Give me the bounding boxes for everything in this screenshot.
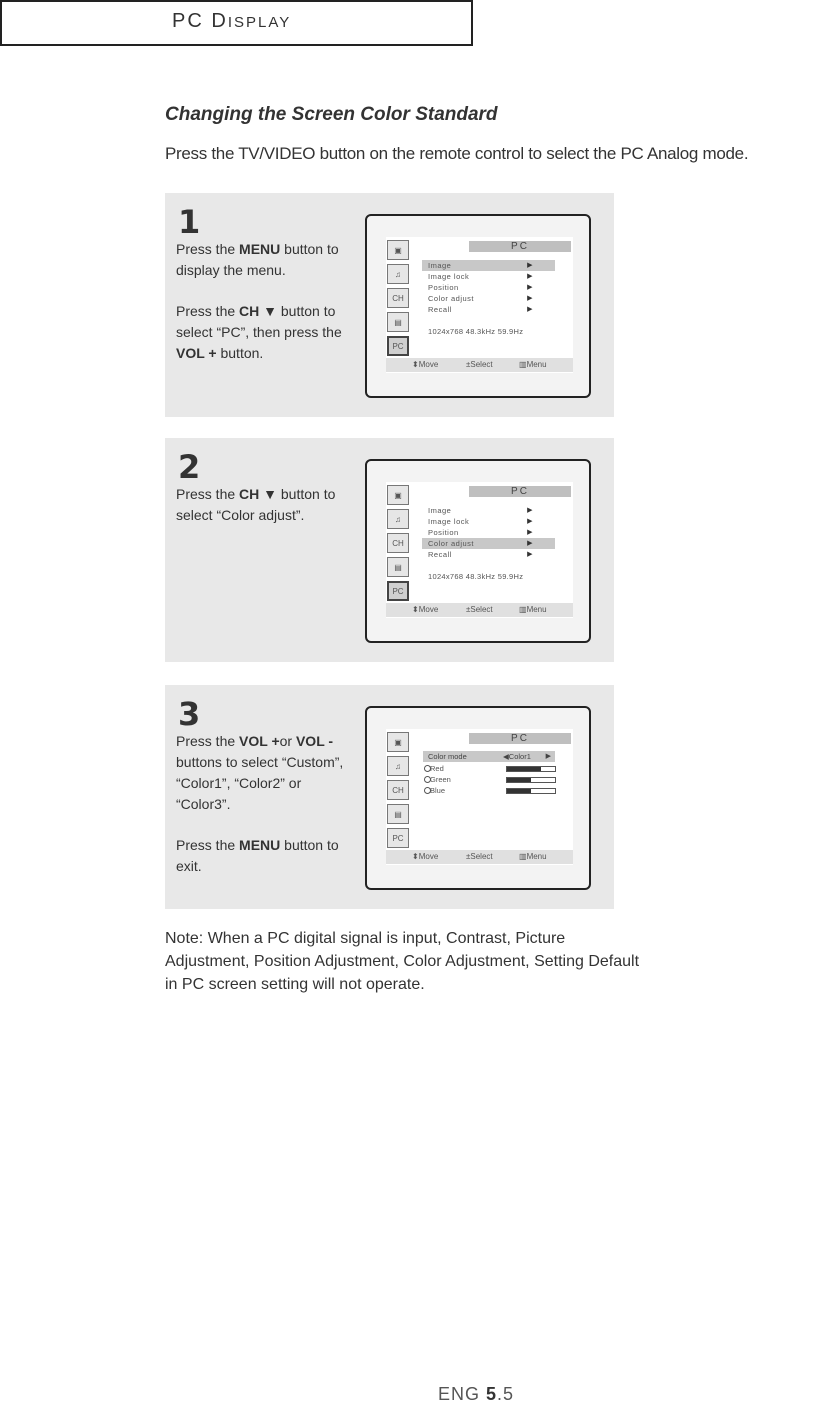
osd-menu [386, 729, 573, 865]
page-title: PC DISPLAY [172, 10, 292, 32]
section-heading: Changing the Screen Color Standard [165, 104, 498, 125]
step-number: 1 [178, 203, 201, 241]
page-number: ENG 5.5 [438, 1384, 515, 1404]
osd-icons [387, 485, 413, 605]
pc-icon: PC [387, 828, 409, 848]
sound-icon: ♫ [387, 756, 409, 776]
blue-level [507, 789, 531, 793]
setup-icon: ▤ [387, 804, 409, 824]
tv-screen [365, 214, 591, 398]
osd-menu [386, 237, 573, 373]
osd-title: PC [469, 733, 571, 744]
channel-icon: CH [387, 533, 409, 553]
step-2 [165, 438, 614, 662]
move-hint: ⬍ Move [412, 360, 439, 369]
channel-icon: CH [387, 780, 409, 800]
osd-menu-list [422, 260, 555, 315]
step-instructions: Press the CH ▼ button to select “Color adjust”. [176, 486, 336, 523]
menu-item-color-adjust: Color adjust ▶ [428, 294, 533, 303]
menu-item-recall: Recall ▶ [428, 305, 533, 314]
tv-screen [365, 459, 591, 643]
menu-hint: ▥ Menu [519, 852, 547, 861]
menu-item-image: Image ▶ [422, 260, 555, 271]
setup-icon: ▤ [387, 312, 409, 332]
step-instructions: Press the VOL +or VOL - buttons to select “Custom”, “Color1”, “Color2” or “Color3”. Press the MENU button to exit. [176, 733, 344, 874]
move-hint: ⬍ Move [412, 852, 439, 861]
osd-help-bar [386, 850, 573, 864]
green-slider: Green [424, 774, 559, 785]
picture-icon: ▣ [387, 240, 409, 260]
osd-title: PC [469, 241, 571, 252]
blue-slider: Blue [424, 785, 559, 796]
osd-icons [387, 240, 413, 360]
osd-title: PC [469, 486, 571, 497]
resolution-readout: 1024x768 48.3kHz 59.9Hz [428, 572, 524, 581]
osd-icons [387, 732, 413, 852]
sound-icon: ♫ [387, 509, 409, 529]
green-level [507, 778, 531, 782]
intro-text: Press the TV/VIDEO button on the remote control to select the PC Analog mode. [165, 144, 749, 163]
step-number: 3 [178, 695, 201, 733]
red-level [507, 767, 541, 771]
note-text: Note: When a PC digital signal is input, Contrast, Picture Adjustment, Position Adjustment, Color Adjustment, Setting Default in PC screen setting will not operate. [165, 930, 640, 993]
color-mode-row: Color mode ◀Color1 ▶ [423, 751, 555, 762]
resolution-readout: 1024x768 48.3kHz 59.9Hz [428, 327, 524, 336]
menu-item-position: Position ▶ [428, 528, 533, 537]
move-hint: ⬍ Move [412, 605, 439, 614]
picture-icon: ▣ [387, 732, 409, 752]
setup-icon: ▤ [387, 557, 409, 577]
osd-menu-list [422, 505, 555, 560]
menu-item-recall: Recall ▶ [428, 550, 533, 559]
menu-item-image-lock: Image lock ▶ [428, 517, 533, 526]
select-hint: ± Select [466, 360, 493, 369]
menu-item-image: Image ▶ [428, 506, 533, 515]
channel-icon: CH [387, 288, 409, 308]
menu-item-position: Position ▶ [428, 283, 533, 292]
menu-hint: ▥ Menu [519, 605, 547, 614]
step-3 [165, 685, 614, 909]
menu-item-image-lock: Image lock ▶ [428, 272, 533, 281]
pc-icon: PC [387, 336, 409, 356]
pc-icon: PC [387, 581, 409, 601]
select-hint: ± Select [466, 605, 493, 614]
osd-help-bar [386, 358, 573, 372]
select-hint: ± Select [466, 852, 493, 861]
menu-hint: ▥ Menu [519, 360, 547, 369]
sound-icon: ♫ [387, 264, 409, 284]
picture-icon: ▣ [387, 485, 409, 505]
step-1 [165, 193, 614, 417]
red-slider: Red [424, 763, 559, 774]
osd-help-bar [386, 603, 573, 617]
step-number: 2 [178, 448, 201, 486]
tv-screen [365, 706, 591, 890]
osd-menu [386, 482, 573, 618]
menu-item-color-adjust: Color adjust ▶ [422, 538, 555, 549]
step-instructions: Press the MENU button to display the menu. Press the CH ▼ button to select “PC”, then press the VOL + button. [176, 241, 342, 361]
